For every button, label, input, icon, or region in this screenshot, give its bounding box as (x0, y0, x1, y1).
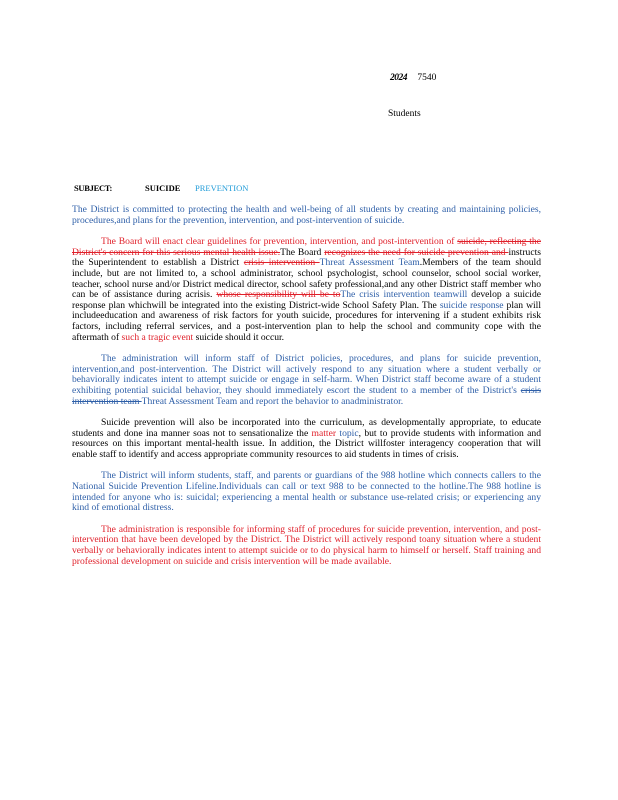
policy-year: 2024 (390, 73, 407, 83)
paragraph (72, 418, 541, 460)
paragraph (72, 471, 541, 513)
subject-title-prevention: PREVENTION (195, 183, 249, 193)
text-segment: instructs the Superintendent to establish a District (72, 246, 541, 269)
text-segment: crisis intervention (243, 257, 320, 269)
text-segment: Threat Assessment Team (319, 257, 420, 269)
text-segment: The District is committed to protecting the health and well-being of all students by creating and maintaining policies, procedures,and plans for the prevention, intervention, and post-intervention of suicide. (72, 204, 541, 226)
subject-title-suicide: SUICIDE (145, 183, 181, 193)
text-segment: such a tragic event (121, 331, 194, 343)
text-segment: matter (311, 427, 337, 439)
text-segment: recognizes the need for suicide prevention and (324, 246, 509, 258)
policy-header (390, 73, 436, 83)
text-segment: Suicide prevention will also be incorporated into the curriculum, as developmentally appropriate, to educate students and done ina manner soas not to sensationalize the (72, 417, 541, 439)
policy-section: Students (388, 109, 421, 119)
text-segment: suicide response (439, 299, 504, 311)
text-segment: The Board will enact clear guidelines for prevention, intervention, and post-intervention of (101, 236, 458, 248)
subject-label: SUBJECT: (74, 183, 113, 193)
subject-line (74, 183, 249, 193)
text-segment: The District will inform students, staff, and parents or guardians of the 988 hotline which connects callers to the National Suicide Prevention Lifeline.Individuals can call or text 988 to be connected to the hotline.The 988 hotline is intended for anyone who is: suicidal; experiencing a mental health or substance use-related crisis; or experiencing any kind of emotional distress. (72, 470, 541, 514)
paragraph (72, 237, 541, 343)
policy-body (72, 205, 541, 578)
text-segment: and report the behavior to anadministrator. (237, 395, 404, 407)
text-segment: suicide, reflecting the District's concern for this serious mental health issue. (72, 236, 541, 258)
text-segment: Threat Assessment Team (141, 395, 238, 407)
text-segment: crisis intervention team (72, 384, 541, 407)
text-segment: The administration will inform staff of District policies, procedures, and plans for suicide prevention, intervention,and post-intervention. The District will actively respond to any situation where a student verbally or behaviorally indicates intent to attempt suicide or engage in self-harm. When District staff become aware of a student exhibiting potential suicidal behavior, they should immediately escort the student to a member of the District's (72, 353, 541, 396)
policy-number: 7540 (417, 73, 437, 83)
text-segment: The Board (280, 246, 325, 258)
text-segment: whose responsibility will be to (216, 289, 341, 301)
text-segment: The administration is responsible for informing staff of procedures for suicide prevention, intervention, and post-intervention that have been developed by the District. The District will actively respond toany situation where a student verbally or behaviorally indicates intent to attempt suicide or to do physical harm to himself or herself. Staff training and professional development on suicide and crisis intervention will be made available. (72, 523, 541, 567)
text-segment: .Members of the team should include, but are not limited to, a school administrator, school psychologist, school counselor, school social worker, teacher, school nurse and/or District medical director, school safety professional,and any other District staff member who can be of assistance during acrisis. (72, 257, 541, 301)
text-segment: plan will includeeducation and awareness of risk factors for youth suicide, procedures for intervening if a student exhibits risk factors, including referral services, and a post-intervention plan to help the school and community cope with the aftermath of (72, 299, 541, 343)
paragraph (72, 205, 541, 226)
text-segment: suicide should it occur. (193, 331, 285, 343)
text-segment: develop a suicide response plan whichwill be integrated into the existing District-wide School Safety Plan. The (72, 289, 541, 311)
paragraph (72, 354, 541, 407)
text-segment: , but to provide students with information and resources on this important mental-health issue. In addition, the District willfoster interagency cooperation that will enable staff to identify and access appropriate community resources to aid students in times of crisis. (72, 427, 541, 460)
text-segment: The crisis intervention teamwill (340, 289, 468, 301)
paragraph (72, 525, 541, 567)
text-segment: topic (339, 427, 359, 439)
